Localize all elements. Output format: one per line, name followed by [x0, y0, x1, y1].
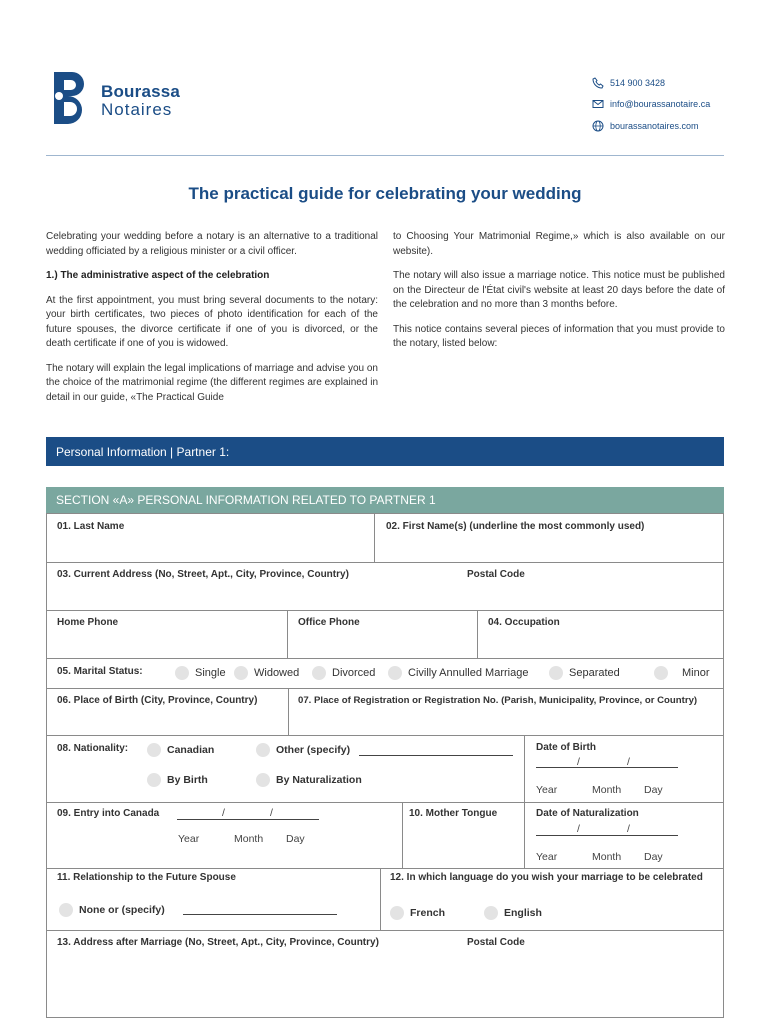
option-label: Minor [682, 667, 710, 679]
occupation-label: 04. Occupation [488, 617, 560, 628]
website-text: bourassanotaires.com [610, 121, 699, 131]
last-name-label: 01. Last Name [57, 521, 125, 532]
month-caption: Month [592, 851, 622, 863]
option-label: Canadian [167, 744, 215, 756]
marital-annulled-radio[interactable] [388, 666, 528, 680]
intro-paragraph: to Choosing Your Matrimonial Regime,» which is also available on our website). [393, 231, 725, 257]
date-of-naturalization-label: Date of Naturalization [536, 808, 639, 819]
nationality-label: 08. Nationality: [57, 743, 129, 754]
month-caption: Month [234, 833, 264, 845]
office-phone-label: Office Phone [298, 617, 360, 628]
radio-icon [147, 773, 161, 787]
radio-icon [654, 666, 668, 680]
radio-icon [234, 666, 248, 680]
relationship-label: 11. Relationship to the Future Spouse [57, 872, 236, 883]
radio-icon [390, 906, 404, 920]
contact-phone[interactable] [592, 77, 665, 89]
date-of-birth-line[interactable] [536, 767, 678, 768]
brand-name: Bourassa [101, 82, 181, 101]
date-separator: / [270, 807, 273, 819]
postal-code-2-label: Postal Code [467, 937, 525, 948]
place-of-birth-label: 06. Place of Birth (City, Province, Country) [57, 695, 258, 706]
entry-canada-label: 09. Entry into Canada [57, 808, 160, 819]
option-label: Single [195, 667, 226, 679]
address-label: 03. Current Address (No, Street, Apt., City, Province, Country) [57, 569, 349, 580]
marital-single-radio[interactable] [175, 666, 226, 680]
globe-icon [592, 120, 604, 132]
date-of-birth-label: Date of Birth [536, 742, 596, 753]
option-label: By Naturalization [276, 774, 362, 786]
partner-banner: Personal Information | Partner 1: [46, 437, 724, 466]
postal-code-label: Postal Code [467, 569, 525, 580]
day-caption: Day [644, 851, 663, 863]
radio-icon [484, 906, 498, 920]
date-separator: / [577, 823, 580, 835]
mother-tongue-label: 10. Mother Tongue [409, 808, 498, 819]
relationship-specify-line[interactable] [183, 914, 337, 915]
date-separator: / [577, 756, 580, 768]
date-separator: / [222, 807, 225, 819]
header-divider [46, 155, 724, 156]
option-label: French [410, 907, 446, 919]
marital-separated-radio[interactable] [549, 666, 620, 680]
phone-icon [592, 77, 604, 89]
month-caption: Month [592, 784, 622, 796]
place-of-registration-label: 07. Place of Registration or Registration No. (Parish, Municipality, Province, or Country) [298, 695, 698, 706]
first-names-label: 02. First Name(s) (underline the most commonly used) [386, 521, 645, 532]
language-french-radio[interactable] [390, 906, 445, 920]
intro-paragraph: Celebrating your wedding before a notary is an alternative to a traditional wedding officiated by a religious minister or a civil officer. [46, 231, 378, 257]
intro-left-column [46, 230, 378, 415]
option-label: Other (specify) [276, 744, 351, 756]
marital-status-label: 05. Marital Status: [57, 666, 143, 677]
year-caption: Year [536, 851, 558, 863]
radio-icon [59, 903, 73, 917]
nationality-other-radio[interactable] [256, 743, 350, 757]
year-caption: Year [536, 784, 558, 796]
marital-widowed-radio[interactable] [234, 666, 299, 680]
radio-icon [175, 666, 189, 680]
partner-form [46, 513, 724, 1018]
bourassa-logo-icon [50, 70, 92, 132]
radio-icon [147, 743, 161, 757]
home-phone-label: Home Phone [57, 617, 119, 628]
date-separator: / [627, 823, 630, 835]
nationality-by-naturalization-radio[interactable] [256, 773, 362, 787]
radio-icon [256, 743, 270, 757]
year-caption: Year [178, 833, 200, 845]
intro-paragraph: At the first appointment, you must bring several documents to the notary: your birth certificates, two pieces of photo identification for each of the future spouses, the divorce certificate if one of you is divorced, or the death certificate if one of you is widowed. [46, 294, 378, 349]
naturalization-date-line[interactable] [536, 835, 678, 836]
marital-divorced-radio[interactable] [312, 666, 375, 680]
address-after-label: 13. Address after Marriage (No, Street, Apt., City, Province, Country) [57, 937, 379, 948]
contact-website[interactable] [592, 120, 699, 132]
language-english-radio[interactable] [484, 906, 542, 920]
option-label: Civilly Annulled Marriage [408, 667, 529, 679]
option-label: Separated [569, 667, 620, 679]
email-text: info@bourassanotaire.ca [610, 99, 711, 109]
contact-email[interactable] [592, 98, 710, 110]
date-separator: / [627, 756, 630, 768]
radio-icon [388, 666, 402, 680]
radio-icon [549, 666, 563, 680]
brand-subtitle: Notaires [101, 100, 173, 119]
intro-paragraph: This notice contains several pieces of information that you must provide to the notary, listed below: [393, 323, 725, 349]
page-title: The practical guide for celebrating your wedding [188, 184, 582, 203]
intro-right-column [393, 230, 725, 362]
intro-paragraph: The notary will explain the legal implications of marriage and advise you on the choice of the matrimonial regime (the different regimes are explained in detail in our guide, «The Practical Guide [46, 362, 378, 403]
day-caption: Day [286, 833, 305, 845]
option-label: Divorced [332, 667, 376, 679]
marital-minor-radio[interactable] [654, 666, 710, 680]
phone-text: 514 900 3428 [610, 78, 666, 88]
entry-date-line[interactable] [177, 819, 319, 820]
nationality-by-birth-radio[interactable] [147, 773, 208, 787]
radio-icon [256, 773, 270, 787]
language-label: 12. In which language do you wish your marriage to be celebrated [390, 872, 703, 883]
relationship-none-radio[interactable] [59, 903, 165, 917]
option-label: English [504, 907, 542, 919]
intro-paragraph: The notary will also issue a marriage notice. This notice must be published on the Directeur de l'État civil's website at least 20 days before the date of the celebration and no more than 3 months before. [393, 270, 725, 310]
mail-icon [592, 98, 604, 110]
option-label: Widowed [254, 667, 300, 679]
other-nationality-line[interactable] [359, 755, 513, 756]
option-label: By Birth [167, 774, 208, 786]
day-caption: Day [644, 784, 663, 796]
section-header: SECTION «A» PERSONAL INFORMATION RELATED TO PARTNER 1 [46, 487, 724, 513]
option-label: None or (specify) [79, 904, 165, 916]
intro-heading: 1.) The administrative aspect of the celebration [46, 270, 270, 281]
radio-icon [312, 666, 326, 680]
nationality-canadian-radio[interactable] [147, 743, 214, 757]
